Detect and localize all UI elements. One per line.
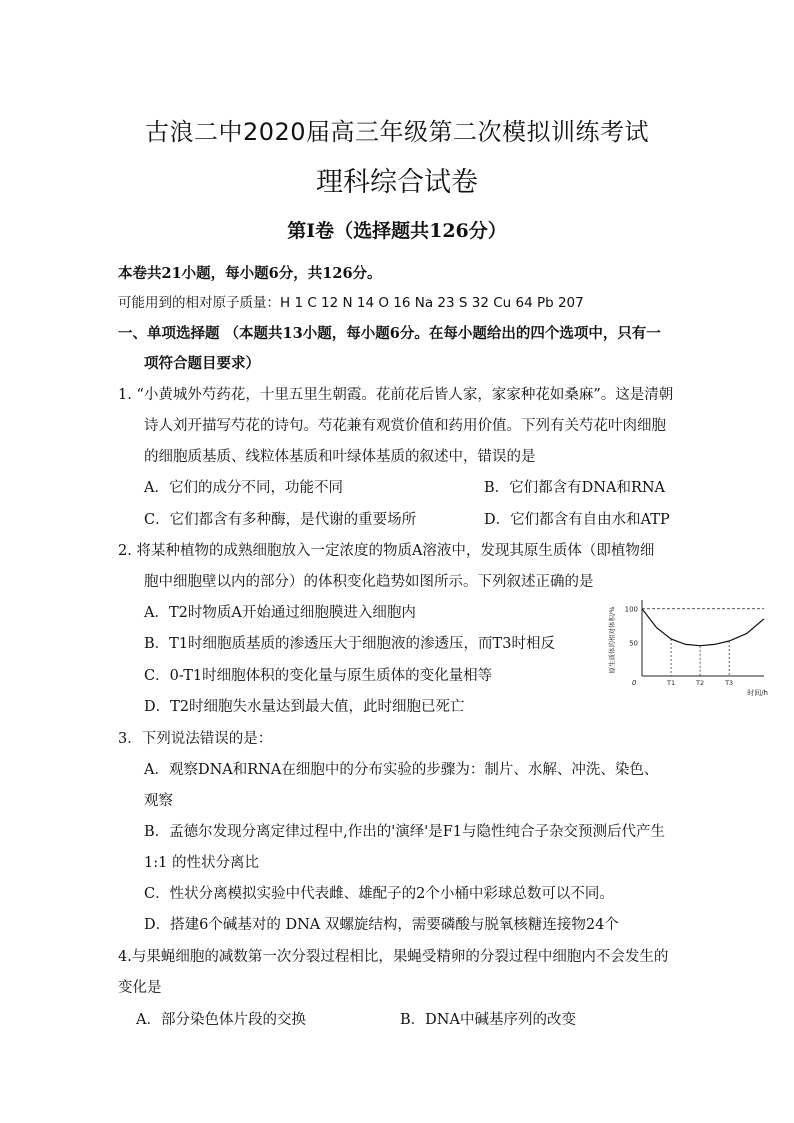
x-tick-label: T1 xyxy=(666,679,676,687)
q2-figure-chart xyxy=(600,596,770,700)
q1-option-d: D．它们都含有自由水和ATP xyxy=(484,512,670,528)
part-heading-line-2: 项符合题目要求） xyxy=(144,355,260,372)
q3-option-a-line-2: 观察 xyxy=(144,793,173,809)
q1-stem-line-3: 的细胞质基质、线粒体基质和叶绿体基质的叙述中，错误的是 xyxy=(144,449,536,465)
q3-option-b-line-2: 1:1 的性状分离比 xyxy=(144,855,259,871)
q1-stem-line-2: 诗人刘开描写芍花的诗句。芍花兼有观赏价值和药用价值。下列有关芍花叶肉细胞 xyxy=(144,418,666,434)
part-heading-line-1: 一、单项选择题 （本题共13小题，每小题6分。在每小题给出的四个选项中，只有一 xyxy=(118,325,661,342)
q4-stem-line-2: 变化是 xyxy=(118,980,162,996)
q3-option-a-line-1: A．观察DNA和RNA在细胞中的分布实验的步骤为：制片、水解、冲洗、染色、 xyxy=(144,762,659,778)
y-tick-label: 100 xyxy=(624,605,638,614)
q2-option-a: A．T2时物质A开始通过细胞膜进入细胞内 xyxy=(144,605,416,621)
q1-option-b: B．它们都含有DNA和RNA xyxy=(484,480,666,496)
intro-line-2: 可能用到的相对原子质量：H 1 C 12 N 14 O 16 Na 23 S 32 Cu 64 Pb 207 xyxy=(118,295,584,311)
q3-stem: 3．下列说法错误的是： xyxy=(118,731,273,747)
q4-stem-line-1: 4.与果蝇细胞的减数第一次分裂过程相比，果蝇受精卵的分裂过程中细胞内不会发生的 xyxy=(118,949,669,965)
x-tick-label: T3 xyxy=(725,679,734,687)
paper-title: 理科综合试卷 xyxy=(316,167,478,198)
q1-stem-line-1: 1. “小黄城外芍药花，十里五里生朝霞。花前花后皆人家，家家种花如桑麻”。这是清朝 xyxy=(118,387,674,403)
x-axis-label: 时间/h xyxy=(747,689,768,697)
q2-option-b: B．T1时细胞质基质的渗透压大于细胞液的渗透压，而T3时相反 xyxy=(144,636,555,652)
volume-curve xyxy=(642,609,764,646)
section-title: 第I卷（选择题共126分） xyxy=(287,220,507,242)
q2-option-c: C．0-T1时细胞体积的变化量与原生质体的变化量相等 xyxy=(144,668,493,684)
q4-option-b: B．DNA中碱基序列的改变 xyxy=(400,1012,576,1028)
exam-title: 古浪二中2020届高三年级第二次模拟训练考试 xyxy=(144,118,650,146)
q3-option-d: D．搭建6个碱基对的 DNA 双螺旋结构，需要磷酸与脱氧核糖连接物24个 xyxy=(144,917,619,933)
y-tick-label: 50 xyxy=(629,639,638,648)
y-axis-label: 原生质体的相对体积/% xyxy=(608,606,616,674)
q1-option-c: C．它们都含有多种酶，是代谢的重要场所 xyxy=(144,512,417,528)
q2-stem-line-2: 胞中细胞壁以内的部分）的体积变化趋势如图所示。下列叙述正确的是 xyxy=(144,574,594,590)
q3-option-c: C．性状分离模拟实验中代表雌、雄配子的2个小桶中彩球总数可以不同。 xyxy=(144,886,614,902)
q1-option-a: A．它们的成分不同，功能不同 xyxy=(144,480,343,496)
origin-label: 0 xyxy=(632,679,637,687)
x-tick-label: T2 xyxy=(696,679,705,687)
q2-stem-line-1: 2. 将某种植物的成熟细胞放入一定浓度的物质A溶液中，发现其原生质体（即植物细 xyxy=(118,543,655,559)
intro-line-1: 本卷共21小题，每小题6分，共126分。 xyxy=(118,265,382,282)
q3-option-b-line-1: B．孟德尔发现分离定律过程中,作出的'演绎'是F1与隐性纯合子杂交预测后代产生 xyxy=(144,824,666,840)
q4-option-a: A．部分染色体片段的交换 xyxy=(136,1012,306,1028)
q2-option-d: D．T2时细胞失水量达到最大值，此时细胞已死亡 xyxy=(144,699,465,715)
